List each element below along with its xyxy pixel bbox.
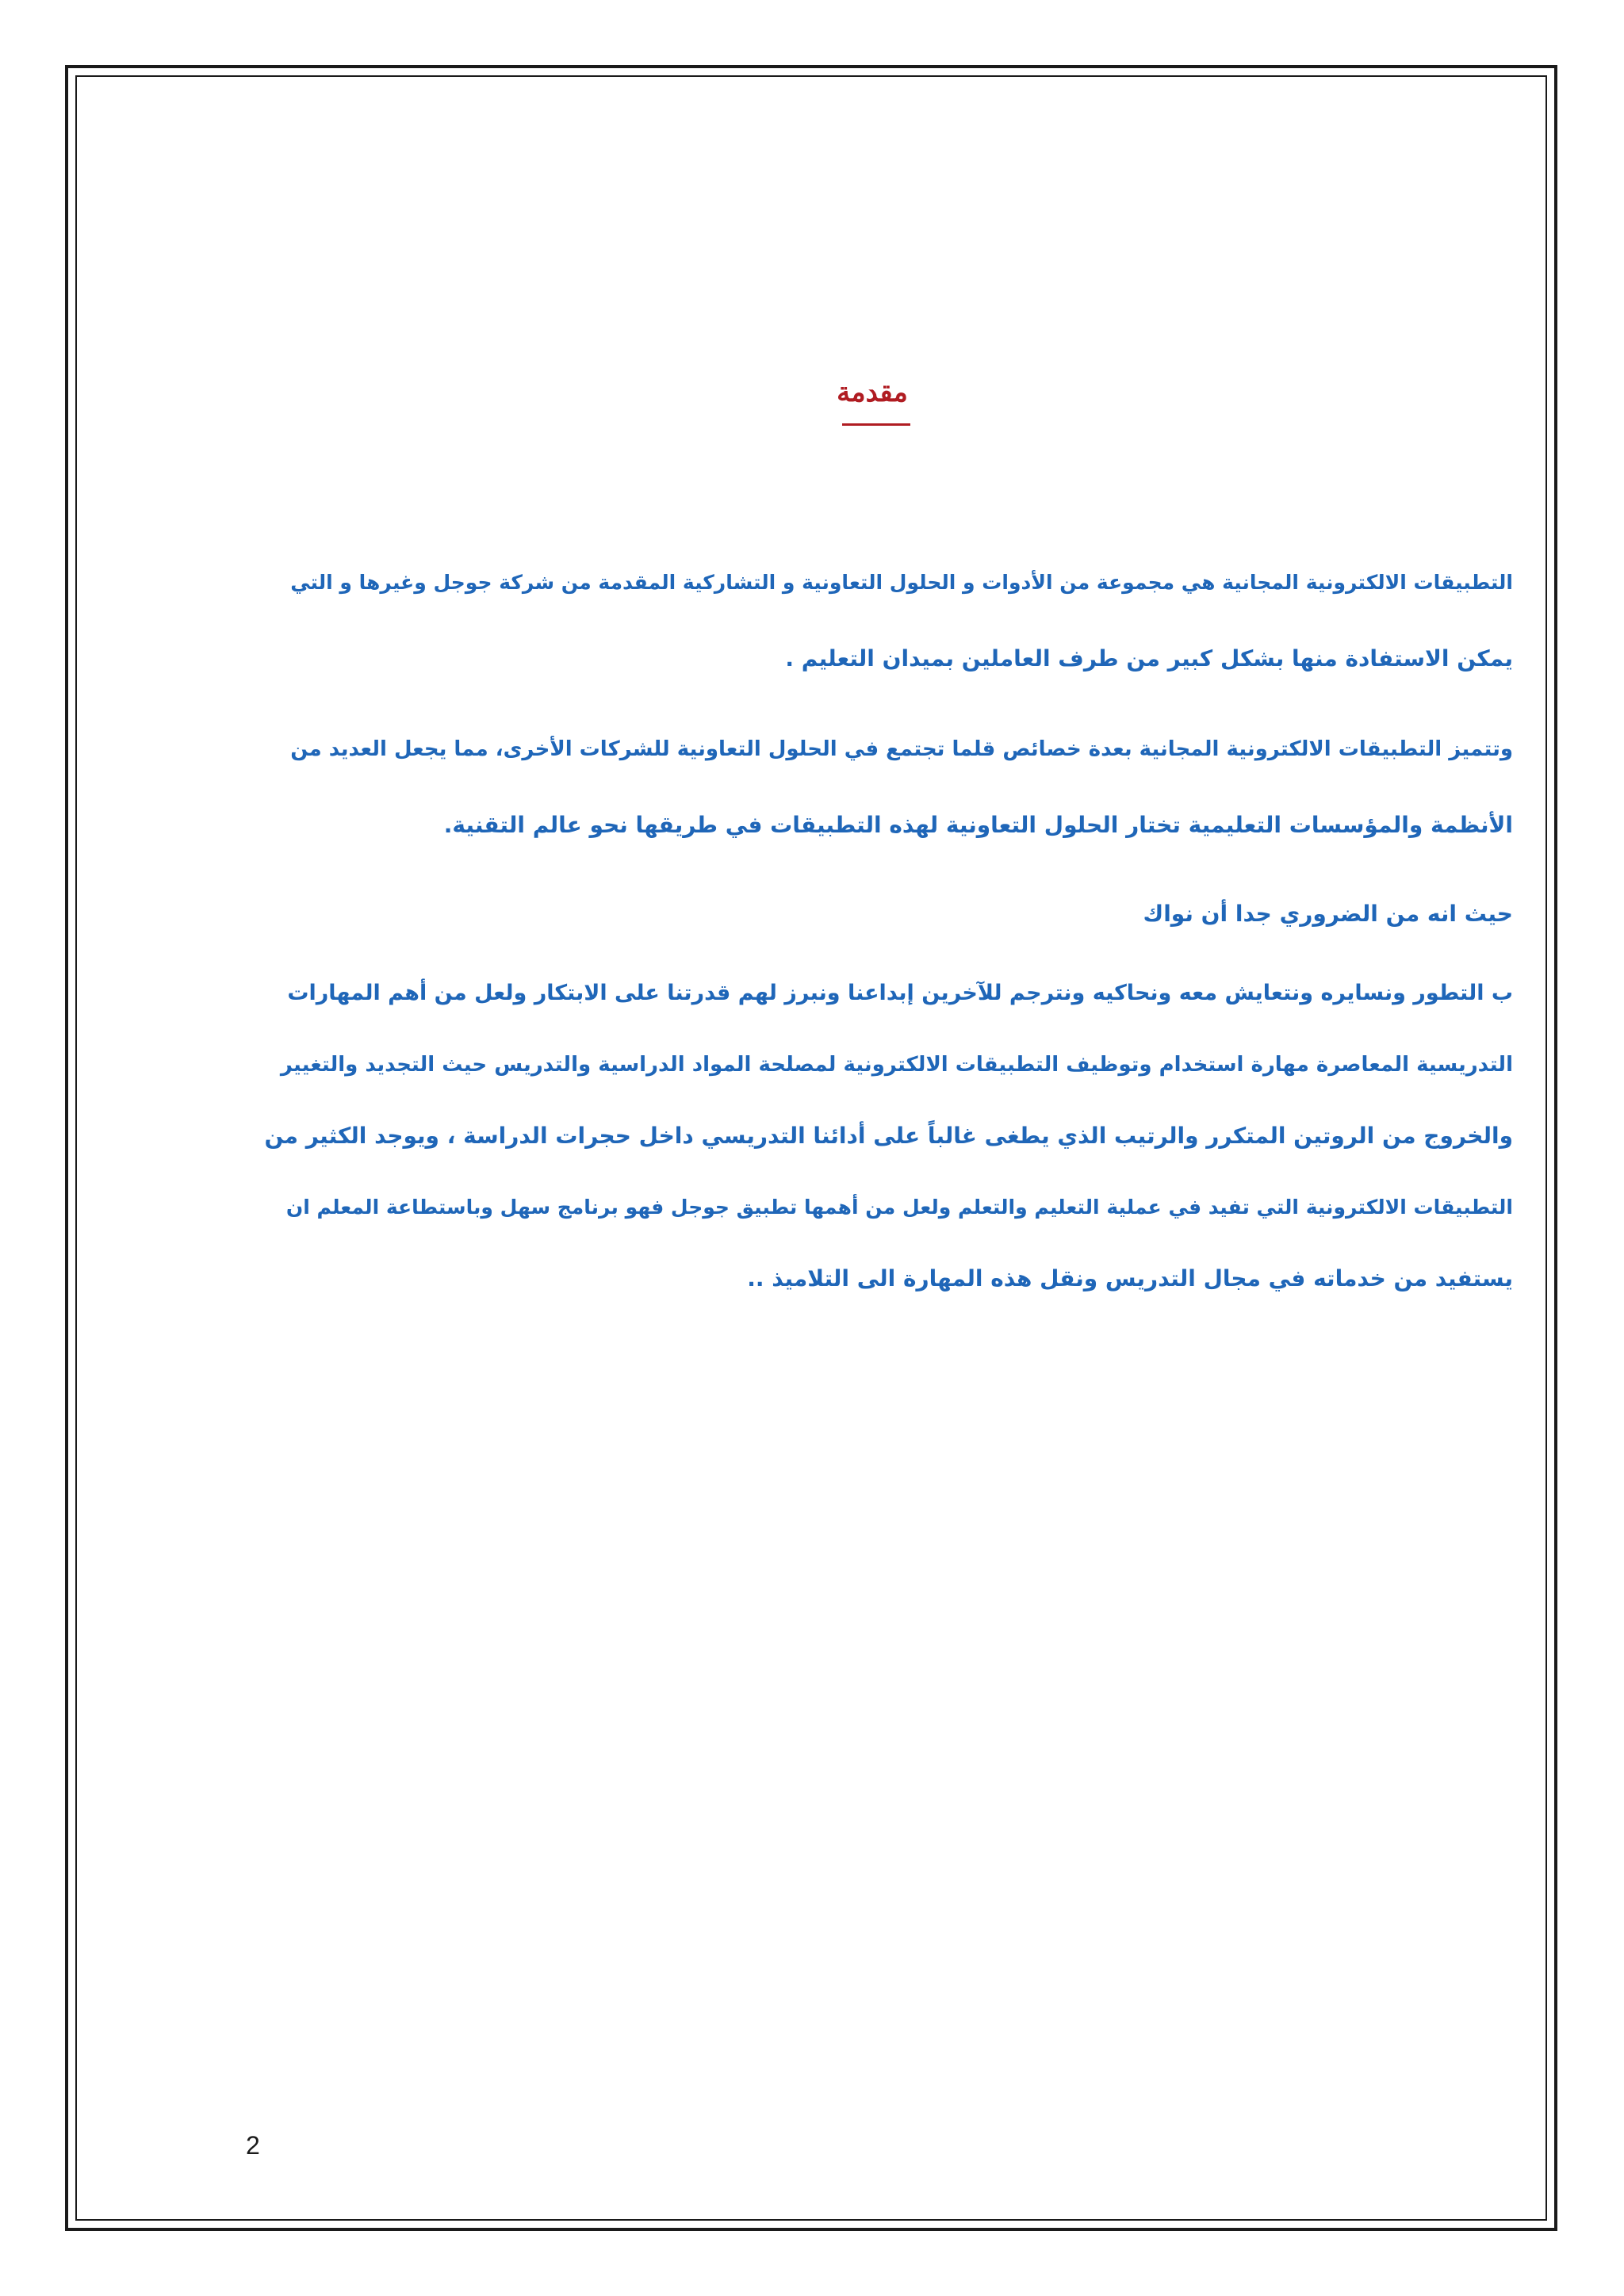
paragraph-line: يمكن الاستفادة منها بشكل كبير من طرف العاملين بميدان التعليم .	[785, 645, 1513, 672]
title-underline	[842, 423, 910, 426]
paragraph-line: التطبيقات الالكترونية التي تفيد في عملية التعليم والتعلم ولعل من أهمها تطبيق جوجل فهو برنامج سهل وباستطاعة المعلم ان	[285, 1196, 1513, 1219]
paragraph-features	[254, 721, 1513, 874]
paragraph-line: يستفيد من خدماته في مجال التدريس ونقل هذه المهارة الى التلاميذ ..	[747, 1265, 1513, 1292]
paragraph-line: والخروج من الروتين المتكرر والرتيب الذي يطغى غالباً على أدائنا التدريسي داخل حجرات الدراسة ، ويوجد الكثير من	[264, 1123, 1513, 1149]
paragraph-line: التطبيقات الالكترونية المجانية هي مجموعة من الأدوات و الحلول التعاونية و التشاركية المقدمة من شركة جوجل وغيرها و التي	[290, 571, 1513, 594]
paragraph-necessity	[254, 886, 1513, 962]
paragraph-line: حيث انه من الضروري جدا أن نواك	[1143, 901, 1513, 927]
paragraph-line: وتتميز التطبيقات الالكترونية المجانية بعدة خصائص قلما تجتمع في الحلول التعاونية للشركات الأخرى، مما يجعل العديد من	[290, 737, 1513, 761]
paragraph-intro	[254, 555, 1513, 707]
paragraph-skills	[254, 966, 1513, 1322]
paragraph-line: الأنظمة والمؤسسات التعليمية تختار الحلول التعاونية لهذه التطبيقات في طريقها نحو عالم التقنية.	[443, 812, 1513, 838]
page-title: مقدمة	[837, 377, 908, 408]
page-number: 2	[246, 2131, 260, 2160]
paragraph-line: التدريسية المعاصرة مهارة استخدام وتوظيف التطبيقات الالكترونية لمصلحة المواد الدراسية والتدريس حيث التجديد والتغيير	[280, 1053, 1513, 1077]
paragraph-line: ب التطور ونسايره ونتعايش معه ونحاكيه ونترجم للآخرين إبداعنا ونبرز لهم قدرتنا على الابتكار ولعل من أهم المهارات	[287, 981, 1513, 1005]
